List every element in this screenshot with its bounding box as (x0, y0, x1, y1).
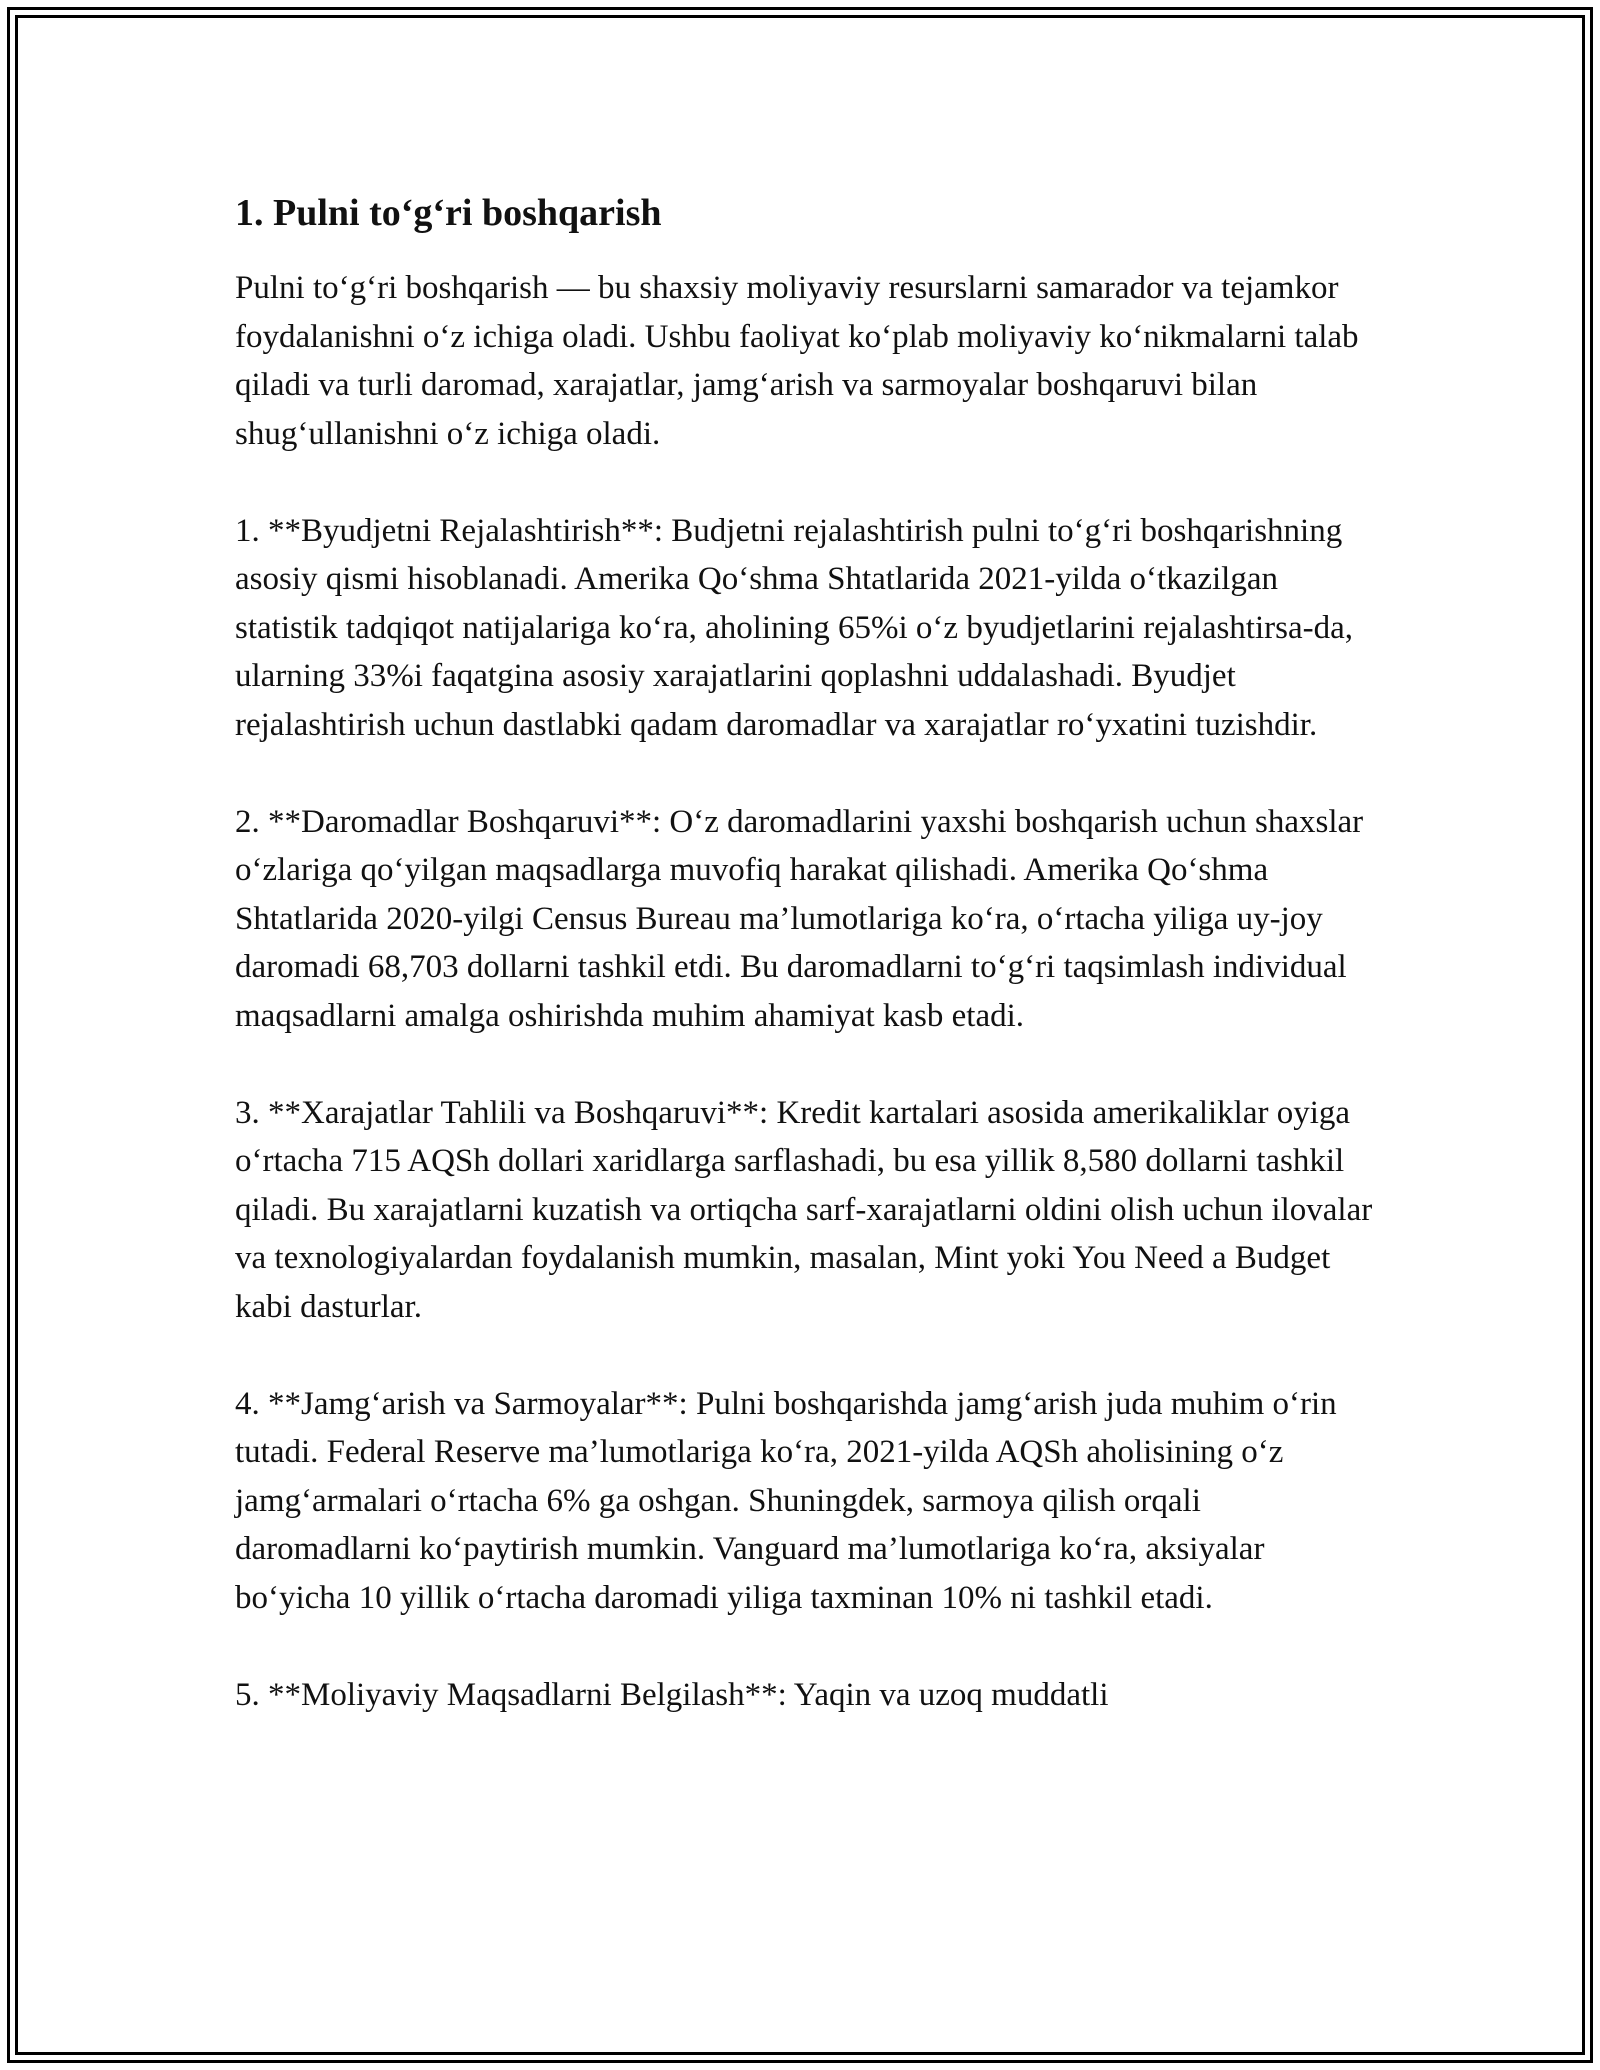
intro-paragraph: Pulni to‘g‘ri boshqarish — bu shaxsiy moliyaviy resurslarni samarador va tejamkor foydalanishni o‘z ichiga oladi. Ushbu faoliyat ko‘plab moliyaviy ko‘nikmalarni talab qiladi va turli daromad, xarajatlar, jamg‘arish va sarmoyalar boshqaruvi bilan shug‘ullanishni o‘z ichiga oladi. (235, 270, 1359, 452)
paragraph-savings-investments: 4. **Jamg‘arish va Sarmoyalar**: Pulni boshqarishda jamg‘arish juda muhim o‘rin tutadi. Federal Reserve ma’lumotlariga ko‘ra, 2021-yilda AQSh aholisining o‘z jamg‘armalari o‘rtacha 6% ga oshgan. Shuningdek, sarmoya qilish orqali daromadlarni ko‘paytirish mumkin. Vanguard ma’lumotlariga ko‘ra, aksiyalar bo‘yicha 10 yillik o‘rtacha daromadi yiliga taxminan 10% ni tashkil etadi. (235, 1385, 1337, 1616)
paragraph-expense-analysis: 3. **Xarajatlar Tahlili va Boshqaruvi**: Kredit kartalari asosida amerikaliklar oyiga o‘rtacha 715 AQSh dollari xaridlarga sarflashadi, bu esa yillik 8,580 dollarni tashkil qiladi. Bu xarajatlarni kuzatish va ortiqcha sarf-xarajatlarni oldini olish uchun ilovalar va texnologiyalardan foydalanish mumkin, masalan, Mint yoki You Need a Budget kabi dasturlar. (235, 1094, 1373, 1325)
paragraph-financial-goals: 5. **Moliyaviy Maqsadlarni Belgilash**: Yaqin va uzoq muddatli (235, 1676, 1109, 1713)
paragraph-income-management: 2. **Daromadlar Boshqaruvi**: O‘z daromadlarini yaxshi boshqarish uchun shaxslar o‘zlariga qo‘yilgan maqsadlarga muvofiq harakat qilishadi. Amerika Qo‘shma Shtatlarida 2020-yilgi Census Bureau ma’lumotlariga ko‘ra, o‘rtacha yiliga uy-joy daromadi 68,703 dollarni tashkil etdi. Bu daromadlarni to‘g‘ri taqsimlash individual maqsadlarni amalga oshirishda muhim ahamiyat kasb etadi. (235, 803, 1364, 1034)
section-heading: 1. Pulni to‘g‘ri boshqarish (235, 192, 662, 234)
paragraph-budget-planning: 1. **Byudjetni Rejalashtirish**: Budjetni rejalashtirish pulni to‘g‘ri boshqarishning asosiy qismi hisoblanadi. Amerika Qo‘shma Shtatlarida 2021-yilda o‘tkazilgan statistik tadqiqot natijalariga ko‘ra, aholining 65%i o‘z byudjetlarini rejalashtirsa-da, ularning 33%i faqatgina asosiy xarajatlarini qoplashni uddalashadi. Byudjet rejalashtirish uchun dastlabki qadam daromadlar va xarajatlar ro‘yxatini tuzishdir. (235, 512, 1354, 743)
document-body (235, 180, 1375, 1719)
